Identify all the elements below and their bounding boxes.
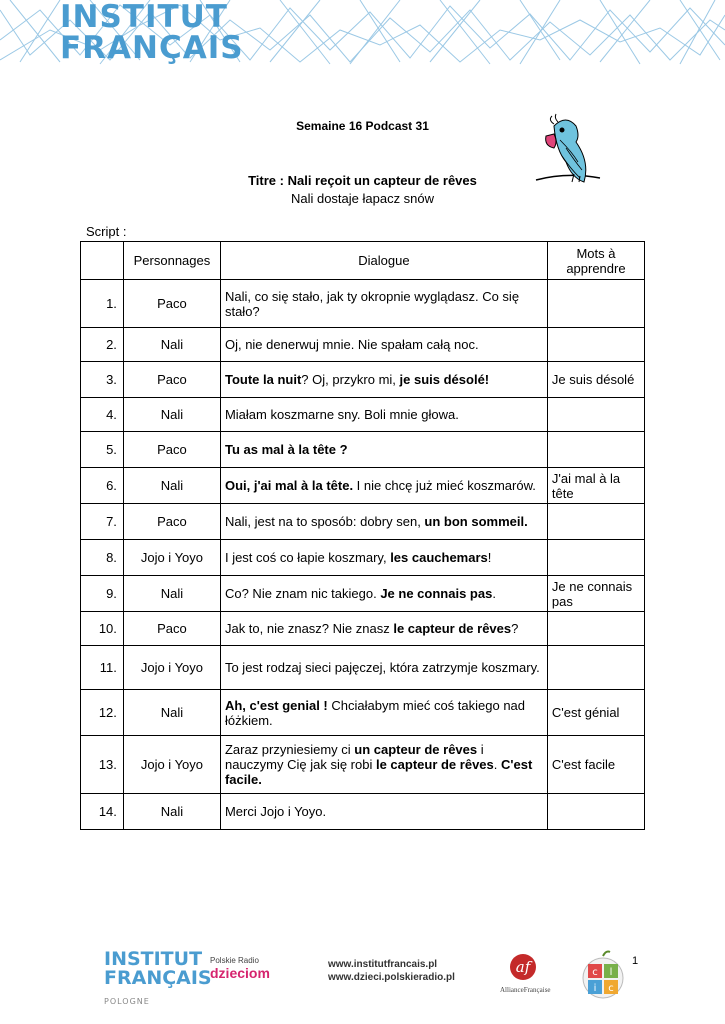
table-header-row xyxy=(81,242,645,280)
af-name: AllianceFrançaise xyxy=(500,986,551,994)
table-row xyxy=(81,576,645,612)
dialogue-table xyxy=(80,241,645,830)
row-character: Jojo i Yoyo xyxy=(123,540,220,576)
row-word-to-learn xyxy=(547,280,644,328)
row-character: Nali xyxy=(123,328,220,362)
row-dialogue: Nali, jest na to sposób: dobry sen, un bon sommeil. xyxy=(220,504,547,540)
radio-brand: dzieciom xyxy=(210,965,270,981)
clic-letter-1: c xyxy=(592,967,598,978)
row-number: 5. xyxy=(81,432,124,468)
table-body xyxy=(81,280,645,830)
header-num xyxy=(81,242,124,280)
table-row xyxy=(81,398,645,432)
row-word-to-learn xyxy=(547,646,644,690)
header-dialogue: Dialogue xyxy=(220,242,547,280)
row-character: Nali xyxy=(123,576,220,612)
row-number: 3. xyxy=(81,362,124,398)
row-word-to-learn xyxy=(547,794,644,830)
row-dialogue: I jest coś co łapie koszmary, les cauchemars! xyxy=(220,540,547,576)
row-dialogue: Oui, j'ai mal à la tête. I nie chcę już mieć koszmarów. xyxy=(220,468,547,504)
logo-line1: INSTITUT xyxy=(60,0,228,35)
row-character: Nali xyxy=(123,468,220,504)
title-fr: Titre : Nali reçoit un capteur de rêves xyxy=(248,173,477,188)
week-label: Semaine 16 Podcast 31 xyxy=(296,119,429,133)
row-number: 6. xyxy=(81,468,124,504)
table-row xyxy=(81,794,645,830)
clic-logo xyxy=(578,950,628,1000)
row-number: 13. xyxy=(81,736,124,794)
parrot-illustration xyxy=(532,112,602,194)
row-dialogue: Zaraz przyniesiemy ci un capteur de rêves i nauczymy Cię jak się robi le capteur de rêves. C'est facile. xyxy=(220,736,547,794)
footer-urls xyxy=(328,958,455,984)
header-mots: Mots à apprendre xyxy=(547,242,644,280)
clic-letter-3: i xyxy=(593,983,597,994)
table-row xyxy=(81,362,645,398)
row-dialogue: Merci Jojo i Yoyo. xyxy=(220,794,547,830)
row-word-to-learn: Je suis désolé xyxy=(547,362,644,398)
footer-url-2: www.dzieci.polskieradio.pl xyxy=(328,972,455,983)
row-character: Nali xyxy=(123,398,220,432)
row-word-to-learn xyxy=(547,432,644,468)
row-word-to-learn xyxy=(547,328,644,362)
row-character: Paco xyxy=(123,280,220,328)
table-row xyxy=(81,736,645,794)
row-word-to-learn: Je ne connais pas xyxy=(547,576,644,612)
row-word-to-learn: C'est génial xyxy=(547,690,644,736)
row-number: 11. xyxy=(81,646,124,690)
table-row xyxy=(81,280,645,328)
row-dialogue: Miałam koszmarne sny. Boli mnie głowa. xyxy=(220,398,547,432)
logo-line2: FRANÇAIS xyxy=(60,30,244,66)
radio-label: Polskie Radio xyxy=(210,956,259,965)
row-dialogue: Toute la nuit? Oj, przykro mi, je suis désolé! xyxy=(220,362,547,398)
row-number: 4. xyxy=(81,398,124,432)
af-symbol: af xyxy=(510,954,536,980)
clic-letter-4: c xyxy=(608,983,614,994)
row-number: 8. xyxy=(81,540,124,576)
row-character: Paco xyxy=(123,362,220,398)
row-word-to-learn: J'ai mal à la tête xyxy=(547,468,644,504)
row-character: Paco xyxy=(123,612,220,646)
table-row xyxy=(81,328,645,362)
footer-if-country: POLOGNE xyxy=(104,997,150,1006)
row-dialogue: Ah, c'est genial ! Chciałabym mieć coś takiego nad łóżkiem. xyxy=(220,690,547,736)
row-character: Nali xyxy=(123,794,220,830)
page-number: 1 xyxy=(632,955,639,967)
table-row xyxy=(81,504,645,540)
table-row xyxy=(81,468,645,504)
footer-institut-logo xyxy=(104,950,212,1011)
table-row xyxy=(81,432,645,468)
row-character: Nali xyxy=(123,690,220,736)
row-dialogue: Tu as mal à la tête ? xyxy=(220,432,547,468)
row-dialogue: To jest rodzaj sieci pajęczej, która zatrzymje koszmary. xyxy=(220,646,547,690)
row-number: 12. xyxy=(81,690,124,736)
footer-if-line2: FRANÇAIS xyxy=(104,967,212,989)
row-dialogue: Oj, nie denerwuj mnie. Nie spałam całą noc. xyxy=(220,328,547,362)
row-word-to-learn xyxy=(547,504,644,540)
row-number: 14. xyxy=(81,794,124,830)
row-number: 7. xyxy=(81,504,124,540)
institut-francais-logo xyxy=(60,2,244,64)
row-word-to-learn xyxy=(547,398,644,432)
footer-url-1: www.institutfrancais.pl xyxy=(328,959,438,970)
table-row xyxy=(81,540,645,576)
row-character: Jojo i Yoyo xyxy=(123,646,220,690)
script-label: Script : xyxy=(86,224,127,239)
table-row xyxy=(81,690,645,736)
footer-if-line1: INSTITUT xyxy=(104,948,203,970)
header-personnages: Personnages xyxy=(123,242,220,280)
polskie-radio-logo xyxy=(210,956,270,981)
row-dialogue: Co? Nie znam nic takiego. Je ne connais pas. xyxy=(220,576,547,612)
header-banner xyxy=(0,0,725,66)
row-dialogue: Jak to, nie znasz? Nie znasz le capteur de rêves? xyxy=(220,612,547,646)
row-character: Jojo i Yoyo xyxy=(123,736,220,794)
row-word-to-learn xyxy=(547,612,644,646)
alliance-francaise-logo xyxy=(500,954,551,994)
clic-letter-2: l xyxy=(609,967,613,978)
row-dialogue: Nali, co się stało, jak ty okropnie wyglądasz. Co się stało? xyxy=(220,280,547,328)
row-number: 2. xyxy=(81,328,124,362)
footer xyxy=(0,948,725,1008)
row-character: Paco xyxy=(123,504,220,540)
row-character: Paco xyxy=(123,432,220,468)
row-number: 10. xyxy=(81,612,124,646)
row-number: 9. xyxy=(81,576,124,612)
row-word-to-learn: C'est facile xyxy=(547,736,644,794)
row-word-to-learn xyxy=(547,540,644,576)
table-row xyxy=(81,646,645,690)
table-row xyxy=(81,612,645,646)
title-pl: Nali dostaje łapacz snów xyxy=(290,191,435,206)
row-number: 1. xyxy=(81,280,124,328)
